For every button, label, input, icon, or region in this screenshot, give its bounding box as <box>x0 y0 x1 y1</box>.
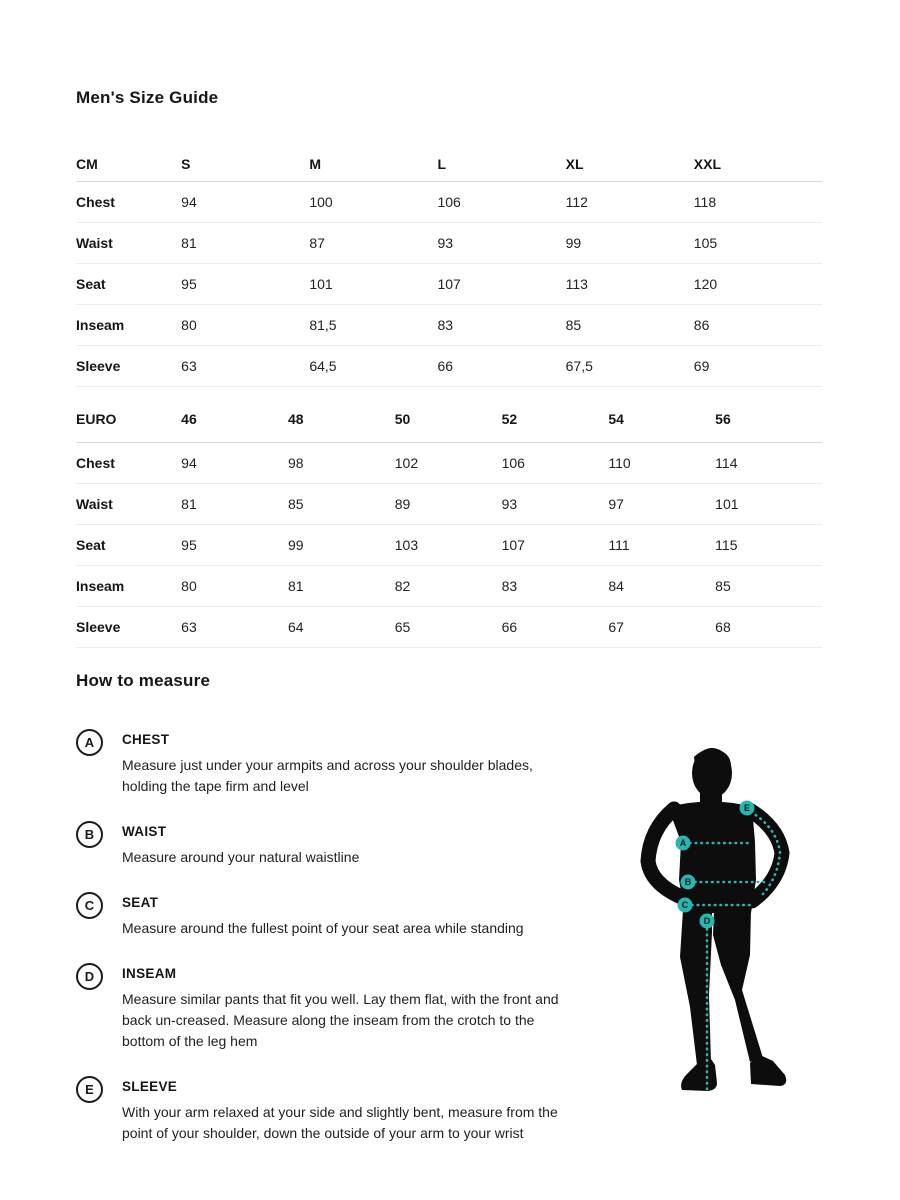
cell-value: 100 <box>309 182 437 223</box>
cell-value: 101 <box>309 264 437 305</box>
cell-value: 106 <box>502 443 609 484</box>
cell-value: 81 <box>181 223 309 264</box>
row-label: Chest <box>76 182 181 223</box>
body-silhouette-figure <box>638 745 888 1097</box>
cell-value: 101 <box>715 484 822 525</box>
cell-value: 87 <box>309 223 437 264</box>
cell-value: 114 <box>715 443 822 484</box>
column-header: 46 <box>181 387 288 443</box>
column-header: 54 <box>608 387 715 443</box>
cell-value: 83 <box>502 566 609 607</box>
column-header: 52 <box>502 387 609 443</box>
table-row <box>76 182 822 223</box>
row-label: Sleeve <box>76 346 181 387</box>
row-label: Inseam <box>76 566 181 607</box>
cell-value: 118 <box>694 182 822 223</box>
cell-value: 63 <box>181 607 288 648</box>
cell-value: 83 <box>437 305 565 346</box>
table-row <box>76 607 822 648</box>
unit-header: CM <box>76 146 181 182</box>
measure-item-title: SEAT <box>122 895 159 910</box>
figure-marker-e: E <box>743 803 751 813</box>
measure-item-description: Measure similar pants that fit you well. Lay them flat, with the front and back un-creased. Measure along the inseam from the crotch to the bottom of the leg hem <box>122 991 559 1049</box>
cell-value: 107 <box>437 264 565 305</box>
measure-item-description: With your arm relaxed at your side and slightly bent, measure from the point of your shoulder, down the outside of your arm to your wrist <box>122 1104 558 1141</box>
table-row <box>76 346 822 387</box>
cell-value: 64 <box>288 607 395 648</box>
measure-item-title: SLEEVE <box>122 1079 178 1094</box>
column-header: XL <box>566 146 694 182</box>
cell-value: 85 <box>288 484 395 525</box>
cell-value: 94 <box>181 443 288 484</box>
measure-letter-badge: C <box>76 892 103 919</box>
size-table-euro <box>76 387 822 648</box>
cell-value: 81 <box>181 484 288 525</box>
table-row <box>76 264 822 305</box>
cell-value: 111 <box>608 525 715 566</box>
cell-value: 84 <box>608 566 715 607</box>
cell-value: 85 <box>715 566 822 607</box>
row-label: Seat <box>76 264 181 305</box>
column-header: 56 <box>715 387 822 443</box>
cell-value: 95 <box>181 264 309 305</box>
silhouette <box>648 748 786 1091</box>
cell-value: 81 <box>288 566 395 607</box>
cell-value: 97 <box>608 484 715 525</box>
cell-value: 89 <box>395 484 502 525</box>
cell-value: 107 <box>502 525 609 566</box>
cell-value: 105 <box>694 223 822 264</box>
table-row <box>76 305 822 346</box>
cell-value: 103 <box>395 525 502 566</box>
cell-value: 93 <box>502 484 609 525</box>
cell-value: 68 <box>715 607 822 648</box>
measure-item-description: Measure just under your armpits and across your shoulder blades, holding the tape firm and level <box>122 757 533 794</box>
column-header: M <box>309 146 437 182</box>
table-row <box>76 566 822 607</box>
table-row <box>76 484 822 525</box>
row-label: Inseam <box>76 305 181 346</box>
cell-value: 81,5 <box>309 305 437 346</box>
figure-marker-b: B <box>684 877 692 887</box>
cell-value: 65 <box>395 607 502 648</box>
cell-value: 99 <box>566 223 694 264</box>
figure-marker-d: D <box>703 916 711 926</box>
measure-letter-badge: D <box>76 963 103 990</box>
cell-value: 98 <box>288 443 395 484</box>
row-label: Waist <box>76 223 181 264</box>
cell-value: 63 <box>181 346 309 387</box>
cell-value: 64,5 <box>309 346 437 387</box>
how-to-measure-title: How to measure <box>76 671 211 690</box>
size-tables-section <box>76 146 822 648</box>
cell-value: 66 <box>437 346 565 387</box>
cell-value: 95 <box>181 525 288 566</box>
table-row <box>76 443 822 484</box>
cell-value: 99 <box>288 525 395 566</box>
cell-value: 86 <box>694 305 822 346</box>
measure-letter-badge: A <box>76 729 103 756</box>
cell-value: 113 <box>566 264 694 305</box>
measure-item-title: INSEAM <box>122 966 177 981</box>
cell-value: 67 <box>608 607 715 648</box>
measure-letter-badge: E <box>76 1076 103 1103</box>
row-label: Chest <box>76 443 181 484</box>
cell-value: 93 <box>437 223 565 264</box>
column-header: 48 <box>288 387 395 443</box>
cell-value: 106 <box>437 182 565 223</box>
page-title: Men's Size Guide <box>76 88 219 107</box>
cell-value: 66 <box>502 607 609 648</box>
cell-value: 120 <box>694 264 822 305</box>
figure-marker-a: A <box>679 838 687 848</box>
cell-value: 115 <box>715 525 822 566</box>
measure-item-description: Measure around your natural waistline <box>122 849 360 865</box>
silhouette-svg <box>638 745 888 1097</box>
measure-item-title: CHEST <box>122 732 170 747</box>
table-row <box>76 525 822 566</box>
cell-value: 110 <box>608 443 715 484</box>
column-header: 50 <box>395 387 502 443</box>
measure-item-description: Measure around the fullest point of your seat area while standing <box>122 920 524 936</box>
row-label: Sleeve <box>76 607 181 648</box>
row-label: Seat <box>76 525 181 566</box>
column-header: S <box>181 146 309 182</box>
measure-letter-badge: B <box>76 821 103 848</box>
row-label: Waist <box>76 484 181 525</box>
cell-value: 67,5 <box>566 346 694 387</box>
column-header: L <box>437 146 565 182</box>
cell-value: 94 <box>181 182 309 223</box>
cell-value: 102 <box>395 443 502 484</box>
cell-value: 69 <box>694 346 822 387</box>
cell-value: 80 <box>181 305 309 346</box>
column-header: XXL <box>694 146 822 182</box>
table-row <box>76 223 822 264</box>
measure-item-title: WAIST <box>122 824 167 839</box>
size-table-cm <box>76 146 822 387</box>
cell-value: 112 <box>566 182 694 223</box>
cell-value: 82 <box>395 566 502 607</box>
figure-marker-c: C <box>681 900 689 910</box>
unit-header: EURO <box>76 387 181 443</box>
cell-value: 80 <box>181 566 288 607</box>
cell-value: 85 <box>566 305 694 346</box>
